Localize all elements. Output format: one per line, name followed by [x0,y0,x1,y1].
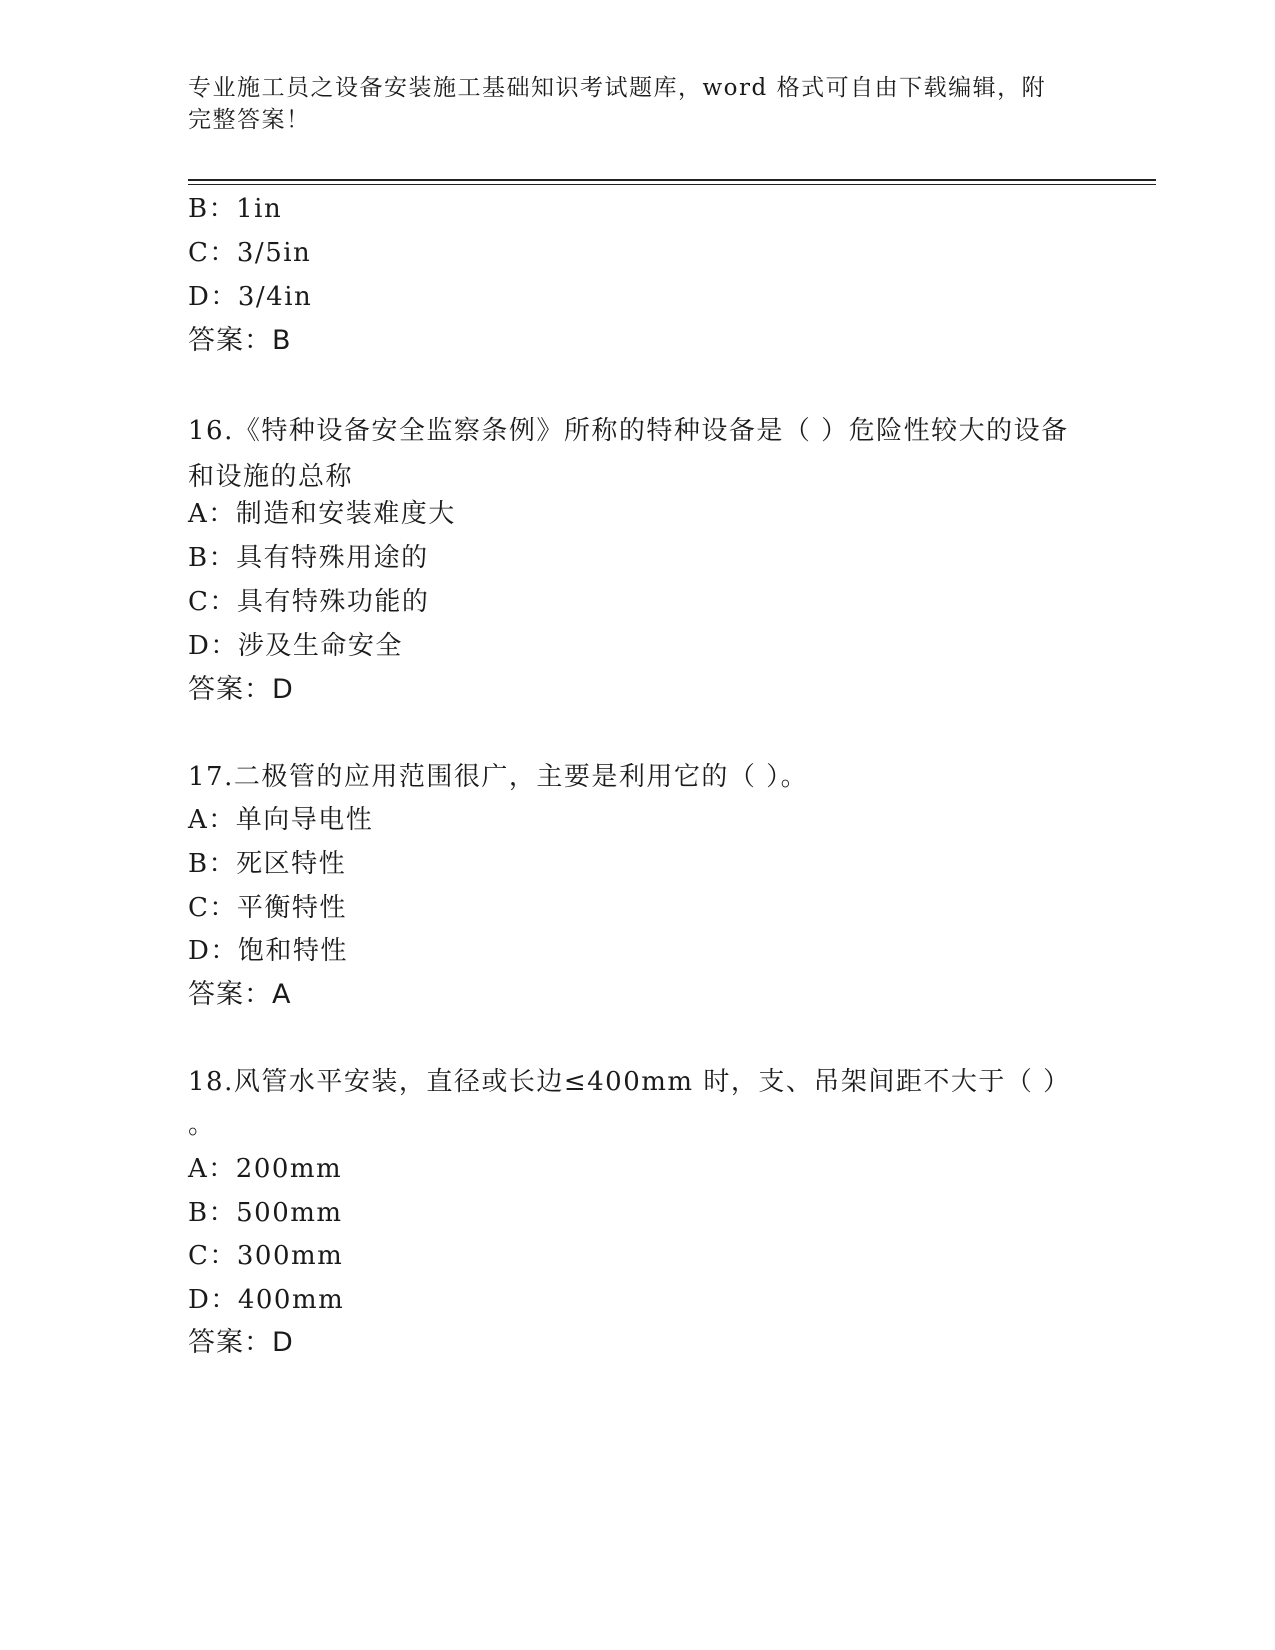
q15-answer: 答案：B [188,325,292,356]
q16-option-d: D：涉及生命安全 [188,631,403,661]
q17-option-a: A：单向导电性 [188,805,374,835]
q17-option-c: C：平衡特性 [188,893,347,923]
document-header: 专业施工员之设备安装施工基础知识考试题库，word 格式可自由下载编辑，附完整答案！ [188,75,1047,133]
q18-option-a: A：200mm [188,1154,343,1184]
q17-stem: 17.二极管的应用范围很广，主要是利用它的（ ）。 [188,762,809,792]
header-divider-thin [188,184,1156,185]
q18-option-c: C：300mm [188,1241,344,1271]
q18-stem: 18.风管水平安装，直径或长边≤400mm 时，支、吊架间距不大于（ ） [188,1067,1071,1097]
q16-option-b: B：具有特殊用途的 [188,543,429,573]
q16-option-a: A：制造和安装难度大 [188,499,456,529]
q17-option-d: D：饱和特性 [188,936,348,966]
q16-stem: 16.《特种设备安全监察条例》所称的特种设备是（ ）危险性较大的设备和设施的总称 [188,416,1069,492]
q18-option-d: D：400mm [188,1285,345,1315]
q18-answer: 答案：D [188,1327,294,1358]
header-divider [188,179,1156,181]
q15-option-c: C：3/5in [188,238,312,268]
q17-answer: 答案：A [188,979,292,1010]
q16-option-c: C：具有特殊功能的 [188,587,430,617]
q18-stem-end: 。 [188,1110,216,1140]
q15-option-d: D：3/4in [188,282,313,312]
q15-option-b: B：1in [188,194,283,224]
q18-option-b: B：500mm [188,1198,343,1228]
q16-answer: 答案：D [188,674,294,705]
q17-option-b: B：死区特性 [188,849,347,879]
